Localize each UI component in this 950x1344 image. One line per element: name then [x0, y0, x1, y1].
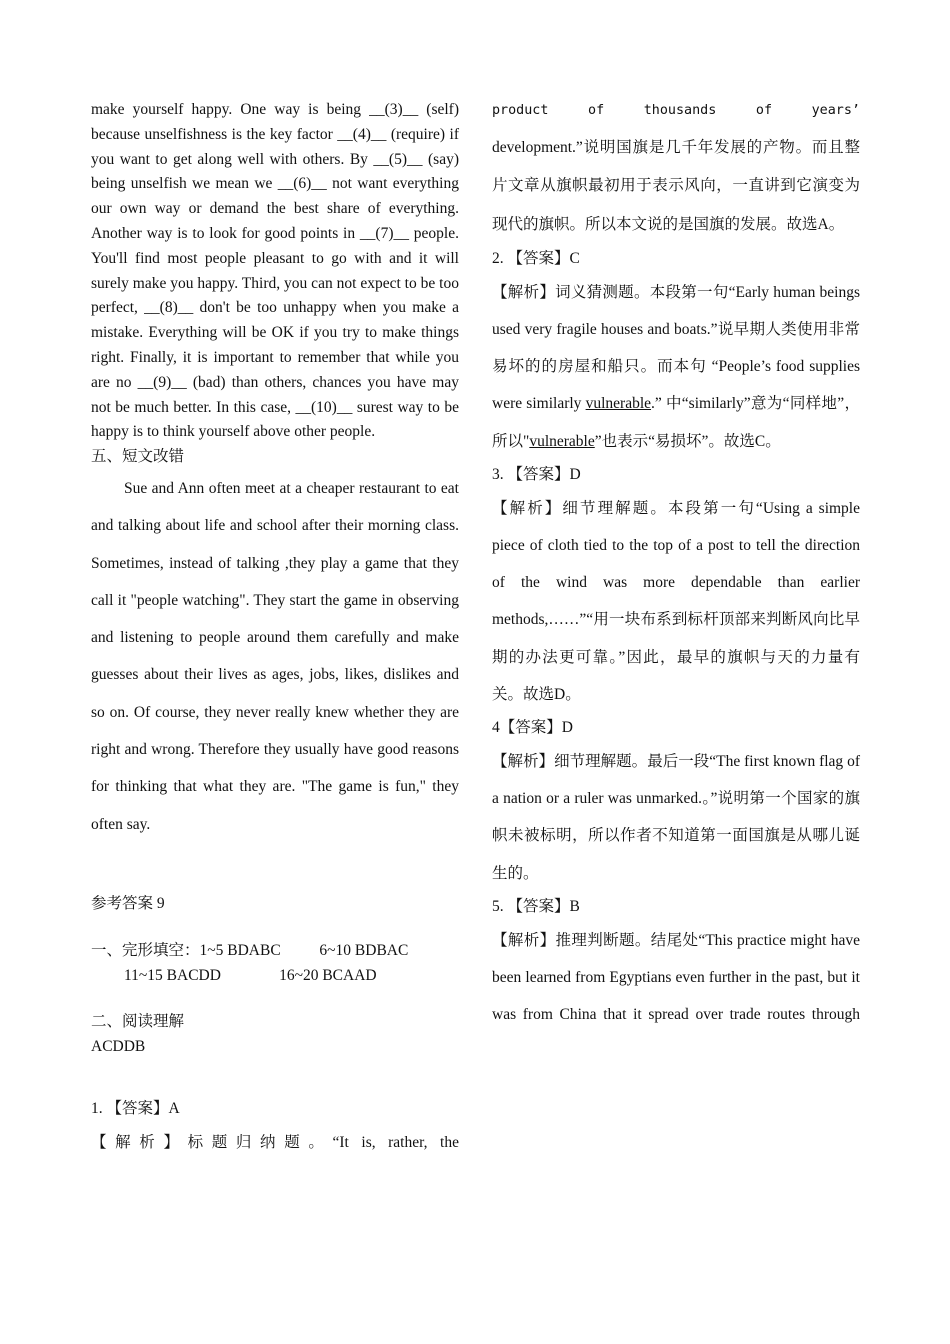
- cloze-answers-line-2: 11~15 BACDD 16~20 BCAAD: [124, 966, 377, 984]
- q4-analysis: 【解析】细节理解题。最后一段“The first known flag of a nation or a ruler was unmarked.。”说明第一个国家的旗帜未被标明，所以作者不知道第一面国旗是从哪儿诞生的。: [492, 753, 860, 882]
- answer-key-title: 参考答案 9: [91, 894, 165, 912]
- q1-continued-rest: development.”说明国旗是几千年发展的产物。而且整片文章从旗帜最初用于表示风向，一直讲到它演变为现代的旗帜。所以本文说的是国旗的发展。故选A。: [492, 139, 860, 233]
- q1-continued-line-1: product of thousands of years’: [492, 103, 860, 118]
- q1-analysis-text: 【解析】标题归纳题。“It is, rather, the: [91, 1133, 459, 1151]
- q1-answer: 1. 【答案】A: [91, 1099, 180, 1117]
- q5-answer: 5. 【答案】B: [492, 897, 580, 915]
- q4-answer: 4【答案】D: [492, 719, 573, 737]
- q2-underlined-word-2: vulnerable: [529, 432, 595, 450]
- cloze-answers-line-1: 一、完形填空：1~5 BDABC 6~10 BDBAC: [91, 941, 409, 959]
- q2-underlined-word-1: vulnerable: [585, 395, 652, 413]
- q3-answer: 3. 【答案】D: [492, 465, 581, 483]
- left-column: [91, 98, 459, 1162]
- q3-analysis: 【解析】细节理解题。本段第一句“Using a simple piece of cloth tied to the top of a post to tell the direction of the wind was more dependable than earlier methods,……”“用一块布系到标杆顶部来判断风向比早期的办法更可靠。”因此，最早的旗帜与天的力量有关。故选D。: [492, 499, 860, 703]
- q2-analysis-part-2: .” 中“similarly”意为“同样地”，所以": [492, 395, 860, 450]
- reading-answers: ACDDB: [91, 1038, 146, 1056]
- q2-answer: 2. 【答案】C: [492, 249, 580, 267]
- right-column: [492, 98, 860, 1033]
- q2-analysis: [492, 274, 860, 460]
- section-heading-error-correction: 五、短文改错: [91, 448, 185, 466]
- reading-heading: 二、阅读理解: [91, 1013, 185, 1031]
- error-correction-passage: Sue and Ann often meet at a cheaper restaurant to eat and talking about life and school after their morning class. Sometimes, instead of talking ,they play a game that they call it "people watching". They start the game in observing and listening to people around them carefully and make guesses about their lives as ages, jobs, likes, dislikes and so on. Of course, they never really knew whether they are right and wrong. Therefore they usually have good reasons for thinking that what they are. "The game is fun," they often say.: [91, 479, 459, 833]
- q2-analysis-part-1: 【解析】词义猜测题。本段第一句“Early human beings used very fragile houses and boats.”说早期人类使用非常易坏的的房屋和船只。而本句 “People’s food supplies were similarly: [492, 283, 860, 413]
- q2-analysis-part-3: ”也表示“易损坏”。故选C。: [594, 432, 781, 450]
- grammar-fill-passage: make yourself happy. One way is being __(3)__ (self) because unselfishness is the key factor __(4)__ (require) if you want to get along well with others. By __(5)__ (say) being unselfish we mean we __(6)__ not want everything our own way or demand the best share of everything. Another way is to look for good points in __(7)__ people. You'll find most people pleasant to go with and it will surely make you happy. Third, you can not expect to be too perfect, __(8)__ don't be too unhappy when you make a mistake. Everything will be OK if you try to make things right. Finally, it is important to remember that while you are no __(9)__ (bad) than others, chances you have may not be much better. In this case, __(10)__ surest way to be happy is to think yourself above other people.: [91, 101, 459, 441]
- q1-analysis-continued: [492, 92, 860, 244]
- q1-analysis-start: [91, 1124, 459, 1162]
- q5-analysis: 【解析】推理判断题。结尾处“This practice might have been learned from Egyptians even further in the past, but it was from China that it spread over trade routes through: [492, 931, 860, 1024]
